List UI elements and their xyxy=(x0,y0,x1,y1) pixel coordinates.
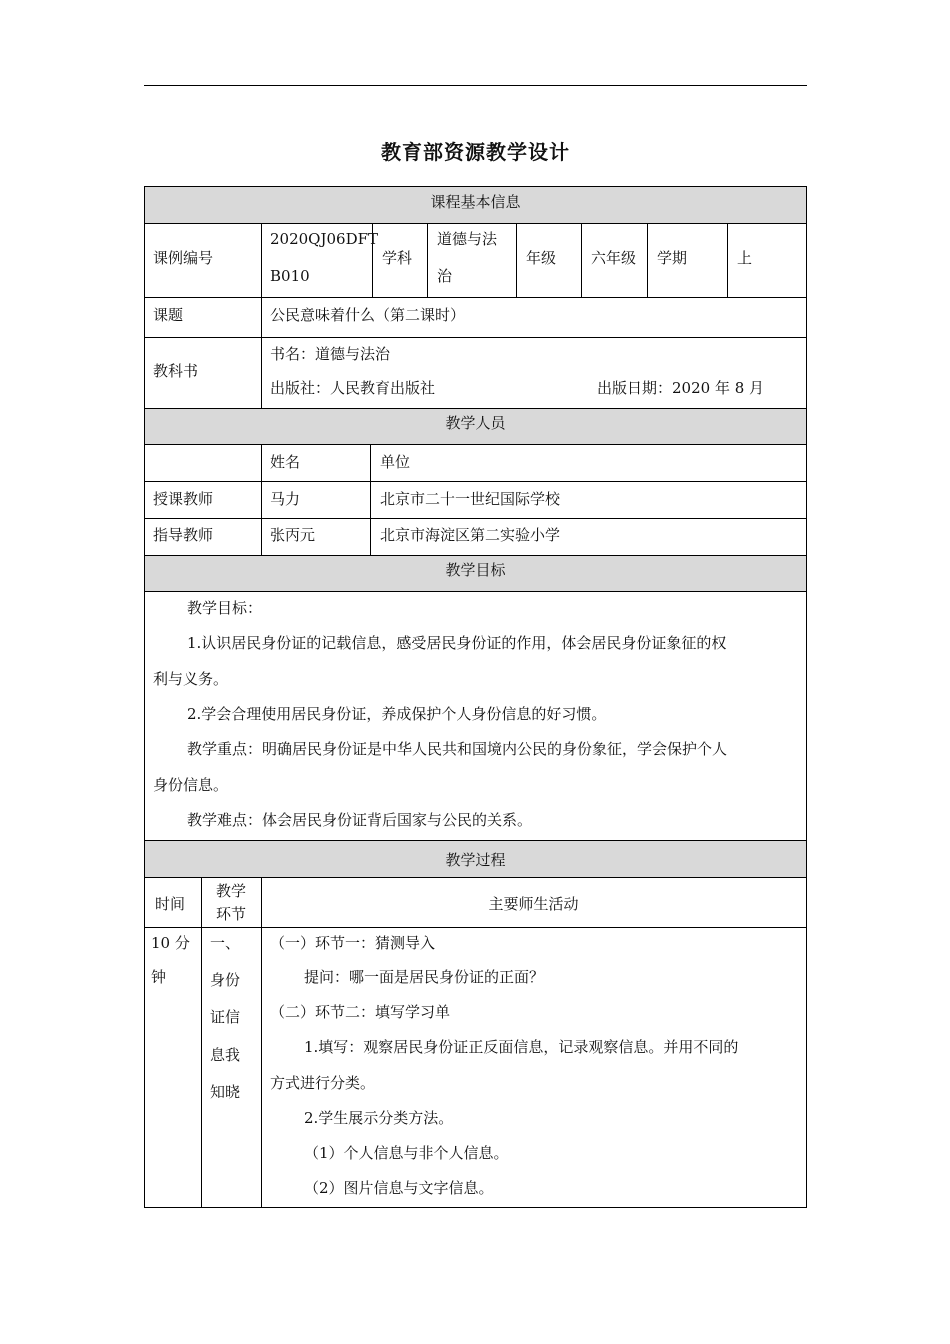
activity-line: （2）图片信息与文字信息。 xyxy=(304,1179,494,1197)
table-rule xyxy=(144,337,807,338)
term-label: 学期 xyxy=(657,249,688,267)
header-rule xyxy=(144,85,807,86)
table-rule xyxy=(144,444,807,445)
case-no-line1: 2020QJ06DFT xyxy=(270,230,379,248)
table-rule xyxy=(144,297,807,298)
table-rule xyxy=(261,877,262,1207)
topic-label: 课题 xyxy=(153,306,184,324)
table-rule xyxy=(144,481,807,482)
book-name: 书名：道德与法治 xyxy=(270,345,391,363)
staff-col-unit: 单位 xyxy=(380,453,411,471)
process-time-line1: 10 分 xyxy=(151,934,190,952)
section-title-process: 教学过程 xyxy=(445,851,506,869)
process-col-activity: 主要师生活动 xyxy=(488,895,579,913)
goal-2: 2.学会合理使用居民身份证，养成保护个人身份信息的好习惯。 xyxy=(187,705,607,723)
grade-value: 六年级 xyxy=(591,249,637,267)
case-no-label: 课例编号 xyxy=(153,249,214,267)
subject-label: 学科 xyxy=(382,249,413,267)
topic-value: 公民意味着什么（第二课时） xyxy=(270,306,466,324)
table-rule xyxy=(647,223,648,297)
table-rule xyxy=(144,1207,807,1208)
activity-line: 方式进行分类。 xyxy=(270,1074,376,1092)
table-rule xyxy=(144,591,807,592)
table-rule xyxy=(261,223,262,408)
textbook-label: 教科书 xyxy=(153,362,199,380)
staff-role: 指导教师 xyxy=(153,526,214,544)
staff-role: 授课教师 xyxy=(153,490,214,508)
table-rule xyxy=(427,223,428,297)
process-time-line2: 钟 xyxy=(151,968,167,986)
section-title-basic: 课程基本信息 xyxy=(430,193,521,211)
table-rule xyxy=(581,223,582,297)
process-stage-line: 身份 xyxy=(210,971,241,989)
key-point-line2: 身份信息。 xyxy=(153,776,229,794)
table-rule xyxy=(201,877,202,1207)
process-stage-line: 知晓 xyxy=(210,1083,241,1101)
table-rule xyxy=(370,444,371,555)
staff-unit: 北京市海淀区第二实验小学 xyxy=(380,526,561,544)
table-rule xyxy=(144,186,807,187)
goal-1-line1: 1.认识居民身份证的记载信息，感受居民身份证的作用，体会居民身份证象征的权 xyxy=(187,634,727,652)
process-stage-line: 一、 xyxy=(210,934,241,952)
term-value: 上 xyxy=(737,249,753,267)
publish-date: 出版日期：2020 年 8 月 xyxy=(597,379,765,397)
key-point-line1: 教学重点：明确居民身份证是中华人民共和国境内公民的身份象征，学会保护个人 xyxy=(187,740,728,758)
staff-name: 马力 xyxy=(270,490,301,508)
difficulty: 教学难点：体会居民身份证背后国家与公民的关系。 xyxy=(187,811,533,829)
activity-line: 提问：哪一面是居民身份证的正面？ xyxy=(304,968,545,986)
process-col-stage-2: 环节 xyxy=(215,905,246,923)
subject-line1: 道德与法 xyxy=(437,230,498,248)
staff-col-name: 姓名 xyxy=(270,453,301,471)
goals-intro: 教学目标： xyxy=(187,599,263,617)
section-title-staff: 教学人员 xyxy=(445,414,506,432)
goal-1-line2: 利与义务。 xyxy=(153,670,229,688)
table-rule xyxy=(144,927,807,928)
table-rule xyxy=(261,444,262,555)
table-rule xyxy=(516,223,517,297)
activity-line: （一）环节一：猜测导入 xyxy=(270,934,436,952)
grade-label: 年级 xyxy=(526,249,557,267)
process-stage-line: 证信 xyxy=(210,1008,241,1026)
activity-line: 2.学生展示分类方法。 xyxy=(304,1109,454,1127)
staff-name: 张丙元 xyxy=(270,526,316,544)
staff-unit: 北京市二十一世纪国际学校 xyxy=(380,490,561,508)
table-rule xyxy=(144,840,807,841)
process-col-time: 时间 xyxy=(155,895,186,913)
publisher: 出版社：人民教育出版社 xyxy=(270,379,436,397)
document-title: 教育部资源教学设计 xyxy=(381,140,570,164)
table-rule xyxy=(144,186,145,1207)
subject-line2: 治 xyxy=(437,267,453,285)
table-rule xyxy=(806,186,807,1207)
process-col-stage-1: 教学 xyxy=(215,882,246,900)
activity-line: （1）个人信息与非个人信息。 xyxy=(304,1144,509,1162)
table-rule xyxy=(144,877,807,878)
table-rule xyxy=(144,408,807,409)
table-rule xyxy=(144,518,807,519)
table-rule xyxy=(144,555,807,556)
activity-line: 1.填写：观察居民身份证正反面信息，记录观察信息。并用不同的 xyxy=(304,1038,739,1056)
table-rule xyxy=(144,223,807,224)
case-no-line2: B010 xyxy=(270,267,310,285)
section-title-goals: 教学目标 xyxy=(445,561,506,579)
activity-line: （二）环节二：填写学习单 xyxy=(270,1003,451,1021)
process-stage-line: 息我 xyxy=(210,1046,241,1064)
table-rule xyxy=(727,223,728,297)
